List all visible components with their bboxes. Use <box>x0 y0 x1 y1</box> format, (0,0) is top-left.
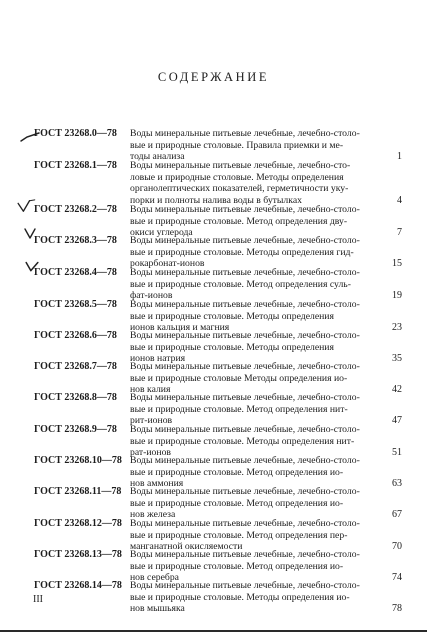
toc-entry-title-line: Воды минеральные питьевые лечебные, лечебно-столо- <box>130 330 360 341</box>
checkmark-icon <box>16 259 48 273</box>
checkmark-icon <box>14 226 46 240</box>
toc-entry-title-line: вые и природные столовые. Метод определения ио- <box>130 466 344 478</box>
toc-entry-title-line: рит-ионов <box>130 415 173 427</box>
toc-entry-title-line: нов калия <box>130 384 171 396</box>
toc-entry-title-line: вые и природные столовые. Метод определения суль- <box>130 278 351 290</box>
toc-entry-title <box>130 128 378 163</box>
toc-entry-title <box>130 424 378 459</box>
toc-entry-title <box>130 330 378 365</box>
toc-entry-standard: ГОСТ 23268.5—78 <box>34 299 117 310</box>
toc-entry-title-line: Воды минеральные питьевые лечебные, лечебно-столо- <box>130 455 360 466</box>
toc-entry-title-line: Воды минеральные питьевые лечебные, лечебно-сто- <box>130 160 351 171</box>
toc-entry-title-line: Воды минеральные питьевые лечебные, лечебно-столо- <box>130 128 360 139</box>
toc-entry-title-line: вые и природные столовые. Методы определения <box>130 341 334 353</box>
checkmark-icon <box>14 130 46 144</box>
toc-entry-title-line: Воды минеральные питьевые лечебные, лечебно-столо- <box>130 424 360 435</box>
toc-entry-title-line: Воды минеральные питьевые лечебные, лечебно-столо- <box>130 549 360 560</box>
toc-entry-title-line: вые и природные столовые. Методы определения ио- <box>130 591 350 603</box>
toc-entry-title-line: Воды минеральные питьевые лечебные, лечебно-столо- <box>130 486 360 497</box>
toc-entry-title-line: рат-ионов <box>130 447 171 459</box>
toc-entry-page-number: 19 <box>392 290 402 302</box>
toc-entry-standard: ГОСТ 23268.9—78 <box>34 424 117 435</box>
toc-entry-standard: ГОСТ 23268.13—78 <box>34 549 122 560</box>
toc-entry-title-line: Воды минеральные питьевые лечебные, лечебно-столо- <box>130 361 360 372</box>
toc-entry-title-line: нов серебра <box>130 572 179 584</box>
toc-entry-standard: ГОСТ 23268.10—78 <box>34 455 122 466</box>
toc-entry-title-line: нов аммония <box>130 478 184 490</box>
toc-entry-standard: ГОСТ 23268.3—78 <box>34 235 117 246</box>
toc-entry-standard: ГОСТ 23268.2—78 <box>34 204 117 215</box>
toc-entry-title-line: вые и природные столовые. Метод определения пер- <box>130 529 348 541</box>
toc-entry-title <box>130 267 378 302</box>
toc-entry-title-line: тоды анализа <box>130 151 185 163</box>
toc-entry-title-line: Воды минеральные питьевые лечебные, лечебно-столо- <box>130 204 360 215</box>
toc-entry-title-line: вые и природные столовые. Правила приемки и ме- <box>130 139 344 151</box>
toc-entry-page-number: 42 <box>392 384 402 396</box>
toc-entry-title <box>130 486 378 521</box>
toc-entry-title <box>130 204 378 239</box>
toc-entry-title-line: вые и природные столовые. Метод определения нит- <box>130 403 348 415</box>
toc-entry-title-line: вые и природные столовые. Методы определения гид- <box>130 246 354 258</box>
toc-entry-title-line: фат-ионов <box>130 290 173 302</box>
toc-entry-title-line: нов мышьяка <box>130 603 185 615</box>
toc-entry-page-number: 67 <box>392 509 402 521</box>
toc-entry-title-line: органолептических показателей, герметичности уку- <box>130 183 349 195</box>
toc-entry-title-line: манганатной окисляемости <box>130 541 243 553</box>
toc-entry-title <box>130 160 378 206</box>
bottom-rule <box>0 630 427 632</box>
toc-entry-page-number: 35 <box>392 353 402 365</box>
checkmark-icon <box>10 199 42 213</box>
toc-entry-title <box>130 455 378 490</box>
toc-entry-title <box>130 299 378 334</box>
toc-entry-standard: ГОСТ 23268.1—78 <box>34 160 117 171</box>
toc-entry-page-number: 47 <box>392 415 402 427</box>
toc-entry-standard: ГОСТ 23268.6—78 <box>34 330 117 341</box>
toc-entry-page-number: 23 <box>392 322 402 334</box>
toc-entry-page-number: 74 <box>392 572 402 584</box>
toc-entry-page-number: 51 <box>392 447 402 459</box>
toc-entry-title <box>130 580 378 615</box>
toc-entry-title-line: окиси углерода <box>130 227 193 239</box>
toc-entry-standard: ГОСТ 23268.14—78 <box>34 580 122 591</box>
toc-entry-title <box>130 392 378 427</box>
toc-entry-title <box>130 235 378 270</box>
toc-entry-title <box>130 361 378 396</box>
toc-entry-title-line: порки и полноты налива воды в бутылках <box>130 194 302 206</box>
toc-entry-standard: ГОСТ 23268.4—78 <box>34 267 117 278</box>
page-code: III <box>33 594 43 605</box>
toc-entry-standard: ГОСТ 23268.11—78 <box>34 486 122 497</box>
toc-entry-title-line: Воды минеральные питьевые лечебные, лечебно-столо- <box>130 267 360 278</box>
toc-entry-title <box>130 549 378 584</box>
toc-entry-page-number: 7 <box>397 227 402 239</box>
toc-entry-title-line: Воды минеральные питьевые лечебные, лечебно-столо- <box>130 299 360 310</box>
toc-entry-standard: ГОСТ 23268.8—78 <box>34 392 117 403</box>
toc-entry-title-line: вые и природные столовые. Метод определения ио- <box>130 497 344 509</box>
toc-entry-page-number: 78 <box>392 603 402 615</box>
toc-entry-title-line: Воды минеральные питьевые лечебные, лечебно-столо- <box>130 235 360 246</box>
toc-entry-title-line: вые и природные столовые Методы определения ио- <box>130 372 348 384</box>
toc-entry-title-line: рокарбонат-ионов <box>130 258 205 270</box>
toc-entry-title-line: вые и природные столовые. Метод определения ио- <box>130 560 344 572</box>
toc-entry-title-line: Воды минеральные питьевые лечебные, лечебно-столо- <box>130 392 360 403</box>
page-title: СОДЕРЖАНИЕ <box>157 70 270 84</box>
toc-entry-page-number: 4 <box>397 194 402 206</box>
toc-entry-page-number: 15 <box>392 258 402 270</box>
toc-entry-title-line: вые и природные столовые. Метод определения дву- <box>130 215 348 227</box>
toc-entry-title-line: ионов кальция и магния <box>130 322 230 334</box>
toc-entry-title-line: вые и природные столовые. Методы определения <box>130 310 334 322</box>
toc-entry-title-line: Воды минеральные питьевые лечебные, лечебно-столо- <box>130 580 360 591</box>
toc-entry-standard: ГОСТ 23268.12—78 <box>34 518 122 529</box>
toc-entry-standard: ГОСТ 23268.0—78 <box>34 128 117 139</box>
toc-entry-standard: ГОСТ 23268.7—78 <box>34 361 117 372</box>
toc-entry-title <box>130 518 378 553</box>
toc-entry-page-number: 1 <box>397 151 402 163</box>
toc-entry-title-line: Воды минеральные питьевые лечебные, лечебно-столо- <box>130 518 360 529</box>
toc-entry-title-line: ионов натрия <box>130 353 186 365</box>
toc-entry-title-line: вые и природные столовые. Методы определения нит- <box>130 435 355 447</box>
toc-entry-title-line: ловые и природные столовые. Методы определения <box>130 171 344 183</box>
toc-entry-page-number: 70 <box>392 541 402 553</box>
toc-entry-page-number: 63 <box>392 478 402 490</box>
toc-entry-title-line: нов железа <box>130 509 176 521</box>
